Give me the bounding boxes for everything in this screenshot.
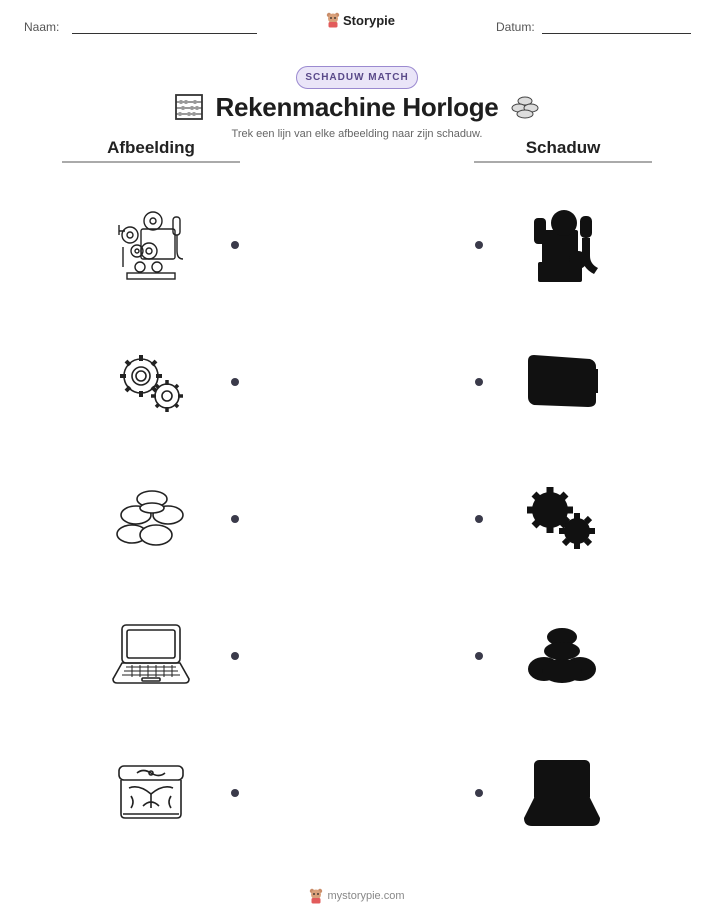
stones-image[interactable] [114,486,190,552]
right-dot-3[interactable] [475,515,483,523]
left-dot-1[interactable] [231,241,239,249]
ornate-box-image[interactable] [113,762,189,822]
left-dot-2[interactable] [231,378,239,386]
left-dot-5[interactable] [231,789,239,797]
right-dot-5[interactable] [475,789,483,797]
right-dot-2[interactable] [475,378,483,386]
box-shadow[interactable] [524,351,602,409]
gears-image[interactable] [115,350,187,416]
brand-logo [326,12,395,28]
left-dot-3[interactable] [231,515,239,523]
bear-icon [309,888,323,904]
left-column-heading: Afbeelding [107,138,195,157]
left-column-rule [62,161,240,163]
footer-url[interactable]: mystorypie.com [327,890,405,902]
brand-name: Storypie [343,12,396,28]
right-dot-4[interactable] [475,652,483,660]
date-line[interactable] [542,33,691,34]
page-title: Rekenmachine Horloge [215,92,499,122]
instructions: Trek een lijn van elke afbeelding naar zijn schaduw. [231,128,483,140]
stones-shadow[interactable] [524,625,600,685]
activity-badge: SCHADUW MATCH [296,66,418,89]
bear-icon [326,12,340,28]
stones-icon [510,95,540,119]
left-dot-4[interactable] [231,652,239,660]
gear-machine-image[interactable] [113,207,191,283]
right-column-rule [474,161,652,163]
laptop-shadow[interactable] [522,758,602,828]
footer [0,888,714,904]
gear-machine-shadow[interactable] [528,208,600,282]
right-dot-1[interactable] [475,241,483,249]
name-line[interactable] [72,33,257,34]
laptop-image[interactable] [110,621,192,691]
date-label: Datum: [496,20,535,34]
name-label: Naam: [24,20,60,34]
right-column-heading: Schaduw [525,138,601,157]
gears-shadow[interactable] [524,484,600,552]
